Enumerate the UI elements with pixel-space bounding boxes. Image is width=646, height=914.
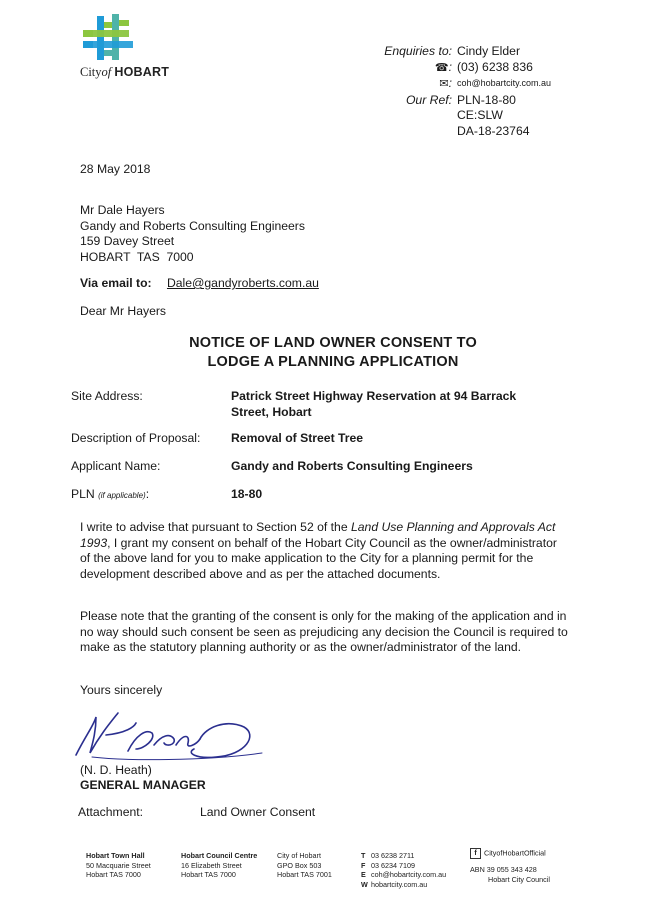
- addressee-city: HOBART TAS 7000: [80, 249, 194, 264]
- site-address-line2: Street, Hobart: [231, 404, 312, 419]
- pln-label: PLN: [71, 487, 95, 501]
- pln-value: 18-80: [231, 487, 263, 501]
- via-email-label: Via email to:: [80, 276, 152, 290]
- footer-col2-line2: 16 Elizabeth Street: [181, 860, 242, 870]
- addressee-block: [80, 203, 305, 265]
- applicant-value: Gandy and Roberts Consulting Engineers: [231, 459, 473, 473]
- notice-heading-line2: LODGE A PLANNING APPLICATION: [207, 353, 459, 370]
- body-paragraph-1: [80, 520, 570, 582]
- pln-colon: :: [145, 487, 150, 501]
- city-of-hobart-logo: [80, 14, 170, 80]
- attachment-label: Attachment:: [78, 805, 144, 819]
- enquiries-block: Enquiries to: Cindy Elder ☎: (03) 6238 836 ✉: coh@hobartcity.com.au Our Ref: PLN-18-80 CE:SLW DA-18-23764: [340, 44, 630, 139]
- email-icon: ✉: [439, 78, 449, 90]
- pln-label-group: [71, 487, 149, 501]
- footer-f-key: F: [361, 860, 366, 870]
- notice-heading: [60, 334, 606, 371]
- site-address-line1: Patrick Street Highway Reservation at 94 Barrack: [231, 389, 517, 403]
- via-email-link[interactable]: Dale@gandyroberts.com.au: [166, 276, 319, 290]
- footer-abn-org: Hobart City Council: [488, 874, 550, 884]
- p1-text-a: I write to advise that pursuant to Section 52 of the: [80, 520, 351, 534]
- footer-col3-title: City of Hobart: [277, 851, 321, 860]
- our-ref-value-3: DA-18-23764: [457, 123, 530, 138]
- footer-contact: [361, 851, 446, 889]
- logo-city-text: City: [80, 65, 102, 79]
- telephone-icon: ☎: [434, 61, 449, 74]
- notice-heading-line1: NOTICE OF LAND OWNER CONSENT TO: [189, 335, 477, 351]
- city-logo-mark-icon: [83, 14, 135, 62]
- footer-fax: 03 6234 7109: [371, 860, 415, 870]
- salutation: Dear Mr Hayers: [80, 304, 167, 318]
- description-value: Removal of Street Tree: [231, 431, 364, 445]
- enquiries-contact: Cindy Elder: [457, 44, 520, 58]
- footer-social-abn: [470, 848, 550, 884]
- footer-col1-line3: Hobart TAS 7000: [86, 870, 141, 879]
- footer-phone: 03 6238 2711: [371, 851, 415, 860]
- enquiries-phone: (03) 6238 836: [457, 59, 533, 74]
- footer-abn: ABN 39 055 343 428: [470, 865, 537, 874]
- attachment-value: Land Owner Consent: [200, 805, 316, 819]
- footer-col3-line3: Hobart TAS 7001: [277, 870, 332, 879]
- p1-text-b: , I grant my consent on behalf of the Hobart City Council as the owner/administrator of the above land for you to make application to the City for a planning permit for the development described above and as per the attached documents.: [80, 535, 557, 581]
- site-address-value: [231, 389, 561, 420]
- signer-name: (N. D. Heath): [80, 763, 152, 777]
- footer-council-centre: [181, 851, 257, 880]
- letter-date: 28 May 2018: [80, 162, 151, 176]
- closing: Yours sincerely: [80, 683, 163, 697]
- our-ref-value-1: PLN-18-80: [457, 92, 516, 107]
- footer-email[interactable]: coh@hobartcity.com.au: [371, 870, 447, 879]
- footer-w-key: W: [361, 879, 368, 889]
- p1-act-title: Land Use Planning and Approvals Act 1993: [80, 520, 556, 550]
- enquiries-email: coh@hobartcity.com.au: [457, 78, 552, 88]
- footer-facebook-handle[interactable]: CityofHobartOfficial: [484, 848, 546, 858]
- our-ref-label: Our Ref:: [405, 92, 452, 107]
- addressee-company: Gandy and Roberts Consulting Engineers: [80, 218, 305, 233]
- description-label: Description of Proposal:: [71, 431, 201, 445]
- addressee-street: 159 Davey Street: [80, 234, 175, 248]
- handwritten-signature: [66, 705, 266, 770]
- facebook-icon: f: [470, 848, 481, 859]
- footer-col1-title: Hobart Town Hall: [86, 851, 145, 860]
- body-paragraph-2: Please note that the granting of the consent is only for the making of the application and in no way should such consent be seen as prejudicing any decision the Council is required to make as the statutory planning authority or as the owner/administrator of the land.: [80, 609, 568, 654]
- footer-website[interactable]: hobartcity.com.au: [371, 879, 428, 889]
- footer-col1-line2: 50 Macquarie Street: [86, 860, 151, 870]
- footer-t-key: T: [361, 851, 366, 860]
- applicant-label: Applicant Name:: [71, 459, 161, 473]
- pln-note: (if applicable): [98, 491, 146, 500]
- footer-col2-title: Hobart Council Centre: [181, 851, 258, 860]
- footer-col3-line2: GPO Box 503: [277, 860, 322, 870]
- addressee-name: Mr Dale Hayers: [80, 203, 165, 217]
- footer-city-postal: [277, 851, 332, 880]
- our-ref-value-2: CE:SLW: [457, 108, 503, 122]
- footer-town-hall: [86, 851, 151, 880]
- enquiries-label: Enquiries to:: [384, 44, 452, 58]
- signer-title: GENERAL MANAGER: [80, 777, 206, 792]
- signer-block: [80, 763, 206, 792]
- site-address-label: Site Address:: [71, 389, 143, 403]
- footer-e-key: E: [361, 870, 366, 879]
- logo-hobart-text: HOBART: [114, 65, 170, 79]
- footer-col2-line3: Hobart TAS 7000: [181, 870, 236, 879]
- logo-of-text: of: [101, 65, 112, 79]
- via-email-line: [80, 276, 319, 290]
